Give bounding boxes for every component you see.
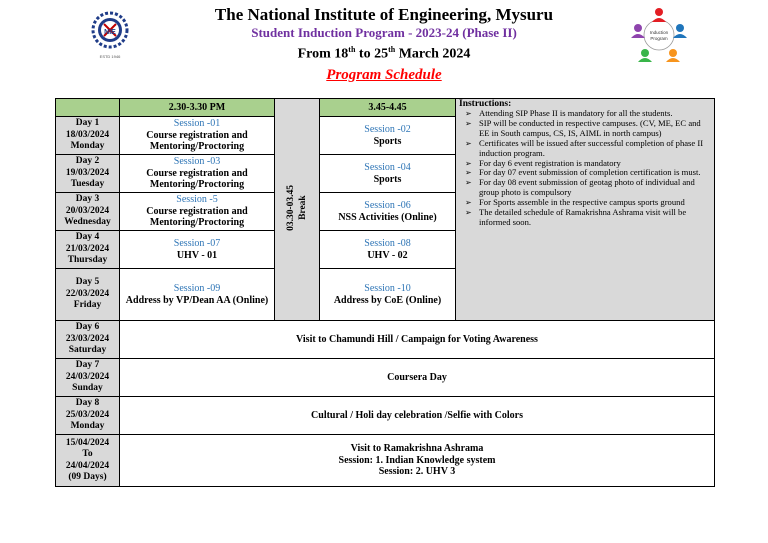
- day-date: 24/03/2024: [65, 371, 110, 382]
- dates-sup1: th: [348, 45, 356, 54]
- activity-line: Session: 1. Indian Knowledge system: [338, 454, 496, 466]
- dates-sup2: th: [388, 45, 396, 54]
- session-name: Session -10: [364, 283, 411, 294]
- slot2-header: 3.45-4.45: [320, 99, 456, 117]
- break-cell: [275, 99, 320, 321]
- program-subtitle: Student Induction Program - 2023-24 (Phase II): [251, 25, 517, 40]
- session-cell: [120, 193, 275, 231]
- date-from: 15/04/2024: [65, 437, 110, 448]
- day-label: Day 4: [75, 232, 100, 243]
- day-weekday: Sunday: [72, 383, 103, 394]
- session-name: Session -01: [173, 118, 221, 130]
- table-row: [56, 321, 715, 359]
- day-weekday: Wednesday: [64, 217, 111, 228]
- session-cell: [120, 155, 275, 193]
- instructions-title: Instructions:: [459, 99, 512, 109]
- day-label: Day 8: [75, 398, 100, 409]
- day-cell: [56, 359, 120, 397]
- dates-prefix: From 18: [297, 46, 349, 62]
- activity-cell: Cultural / Holi day celebration /Selfie with Colors: [120, 397, 715, 435]
- instruction-item: ➢ For day 08 event submission of geotag photo of individual and group photo is compulsory: [479, 178, 711, 198]
- day-weekday: Monday: [70, 141, 105, 152]
- day-cell: [56, 269, 120, 321]
- session-cell: [120, 269, 275, 321]
- activity-cell: Coursera Day: [120, 359, 715, 397]
- day-date: 21/03/2024: [65, 243, 110, 254]
- session-desc: Sports: [373, 135, 402, 147]
- activity-cell: Visit to Chamundi Hill / Campaign for Voting Awareness: [120, 321, 715, 359]
- break-time: 03.30-03.45: [286, 184, 296, 231]
- session-name: Session -04: [364, 162, 411, 173]
- day-weekday: Monday: [70, 421, 105, 432]
- day-weekday: Thursday: [67, 255, 108, 266]
- day-cell: [56, 321, 120, 359]
- instruction-item: ➢ Certificates will be issued after successful completion of phase II induction program.: [479, 139, 711, 159]
- session-desc: Sports: [373, 173, 402, 185]
- day-label: Day 6: [75, 322, 100, 333]
- session-desc: UHV - 01: [176, 249, 218, 261]
- day-date: 25/03/2024: [65, 409, 110, 420]
- header-row: [56, 99, 715, 117]
- table-row: [56, 435, 715, 487]
- day-cell: [56, 155, 120, 193]
- day-label: Day 3: [75, 194, 100, 205]
- session-cell: [320, 155, 456, 193]
- logo-est-text: ESTD 1946: [99, 54, 121, 59]
- day-cell: [56, 193, 120, 231]
- session-name: Session -03: [173, 156, 221, 168]
- table-row: [56, 359, 715, 397]
- logo-line2: Program: [650, 36, 668, 41]
- session-cell: [320, 117, 456, 155]
- header-empty-cell: [56, 99, 120, 117]
- day-label: Day 7: [75, 360, 100, 371]
- day-label: Day 5: [75, 277, 100, 288]
- session-desc: UHV - 02: [367, 249, 408, 261]
- instructions-list: [459, 109, 711, 228]
- day-date: 18/03/2024: [65, 129, 110, 140]
- day-cell: [56, 117, 120, 155]
- activity-cell: [120, 435, 715, 487]
- instruction-item: ➢ For day 07 event submission of completion certification is must.: [479, 168, 711, 178]
- schedule-table: [55, 98, 715, 487]
- document-header: [0, 4, 768, 85]
- duration: (09 Days): [68, 472, 107, 482]
- table-row: [56, 397, 715, 435]
- day-label: Day 1: [75, 118, 100, 129]
- date-to: 24/04/2024: [65, 460, 110, 471]
- session-name: Session -5: [176, 194, 218, 206]
- session-cell: [120, 117, 275, 155]
- slot1-header: 2.30-3.30 PM: [120, 99, 275, 117]
- session-name: Session -06: [364, 200, 411, 211]
- day-cell: [56, 231, 120, 269]
- day-label: Day 2: [75, 156, 100, 167]
- instructions-cell: [456, 99, 715, 321]
- session-cell: [320, 193, 456, 231]
- session-desc: Course registration and Mentoring/Proctoring: [146, 205, 248, 229]
- session-cell: [320, 231, 456, 269]
- day-weekday: Saturday: [68, 345, 107, 356]
- session-desc: Address by VP/Dean AA (Online): [125, 294, 269, 306]
- instruction-item: ➢ The detailed schedule of Ramakrishna Ashrama visit will be informed soon.: [479, 208, 711, 228]
- program-dates: [0, 41, 768, 64]
- session-desc: NSS Activities (Online): [338, 211, 437, 223]
- session-name: Session -07: [173, 238, 221, 249]
- institute-title: The National Institute of Engineering, Mysuru: [214, 5, 554, 24]
- day-cell: [56, 435, 120, 487]
- instruction-item: ➢ For Sports assemble in the respective campus sports ground: [479, 198, 711, 208]
- session-cell: [120, 231, 275, 269]
- logo-line1: Induction: [649, 30, 669, 35]
- break-label: [285, 185, 309, 231]
- dates-mid: to 25: [355, 46, 389, 62]
- dates-suffix: March 2024: [395, 46, 471, 62]
- activity-line: Visit to Ramakrishna Ashrama: [350, 443, 484, 455]
- day-cell: [56, 397, 120, 435]
- session-cell: [320, 269, 456, 321]
- date-to-word: To: [82, 449, 93, 459]
- session-name: Session -02: [364, 124, 411, 135]
- session-name: Session -09: [173, 283, 221, 294]
- instruction-item: ➢ SIP will be conducted in respective campuses. (CV, ME, EC and EE in South campus, CS, IS, AIML in north campus): [479, 119, 711, 139]
- session-desc: Course registration and Mentoring/Proctoring: [146, 129, 248, 153]
- day-weekday: Friday: [73, 300, 102, 311]
- program-schedule-heading: Program Schedule: [326, 66, 442, 83]
- activity-line: Session: 2. UHV 3: [378, 466, 456, 478]
- session-desc: Address by CoE (Online): [333, 294, 442, 306]
- instruction-item: ➢ For day 6 event registration is mandatory: [479, 159, 711, 169]
- break-word: Break: [298, 195, 308, 221]
- day-date: 19/03/2024: [65, 167, 110, 178]
- instruction-item: ➢ Attending SIP Phase II is mandatory for all the students.: [479, 109, 711, 119]
- day-date: 23/03/2024: [65, 333, 110, 344]
- session-name: Session -08: [364, 238, 411, 249]
- logo-text: NIE: [104, 29, 116, 36]
- session-desc: Course registration and Mentoring/Proctoring: [146, 167, 248, 191]
- day-date: 20/03/2024: [65, 205, 110, 216]
- day-weekday: Tuesday: [70, 179, 105, 190]
- day-date: 22/03/2024: [65, 288, 110, 299]
